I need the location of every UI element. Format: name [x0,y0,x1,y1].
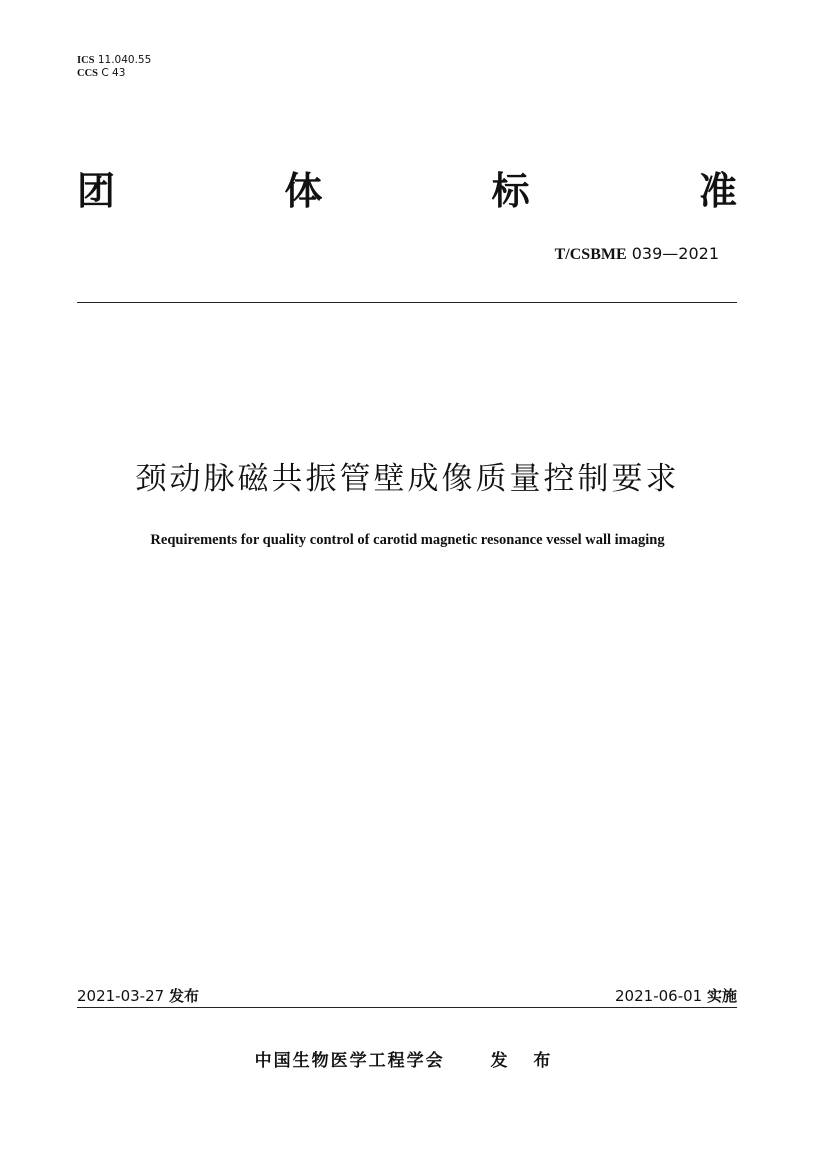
ccs-label: CCS [77,68,99,79]
standard-number-prefix: T/CSBME [554,246,627,263]
document-title-english: Requirements for quality control of carotid magnetic resonance vessel wall imaging [150,532,665,548]
publisher-line [0,1046,815,1071]
standard-type-char: 准 [698,169,737,213]
standard-type-char: 标 [491,169,530,213]
standard-type-char: 团 [77,169,116,213]
ccs-code [77,67,151,80]
publisher-organization: 中国生物医学工程学会 [254,1051,445,1071]
release-date-block [77,985,199,1006]
top-divider [77,302,737,303]
standard-number [555,244,719,264]
publisher-action: 发 布 [490,1051,561,1071]
dates-row [77,985,737,1006]
release-label: 发布 [168,987,199,1005]
classification-codes [77,54,151,80]
standard-type-heading [77,166,737,216]
implementation-date-block [615,985,737,1006]
ics-value: 11.040.55 [97,54,152,66]
standard-type-char: 体 [284,169,323,213]
release-date: 2021-03-27 [77,987,165,1005]
document-title-chinese: 颈动脉磁共振管壁成像质量控制要求 [135,461,680,497]
ccs-value: C 43 [101,67,126,79]
bottom-divider [77,1007,737,1008]
ics-code [77,54,151,67]
ics-label: ICS [77,55,95,66]
standard-number-suffix: 039—2021 [631,244,719,263]
implementation-label: 实施 [706,987,737,1005]
implementation-date: 2021-06-01 [615,987,703,1005]
